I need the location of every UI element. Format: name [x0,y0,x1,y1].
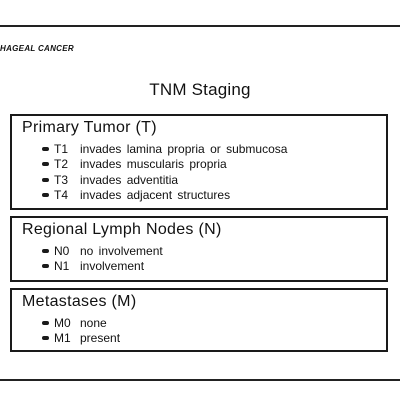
stage-code: T3 [54,172,69,187]
primary-tumor-list [42,141,287,203]
lymph-nodes-list [42,243,163,274]
bullet-icon [42,193,49,197]
list-item [42,259,163,275]
list-item [42,243,163,259]
stage-description: invades lamina propria or submucosa [80,141,288,156]
bullet-icon [42,162,49,166]
list-item [42,172,287,188]
bullet-icon [42,264,49,268]
stage-description: present [80,331,121,346]
stage-description: invades adventitia [80,172,179,187]
stage-code: T4 [54,188,69,203]
stage-description: no involvement [80,243,163,258]
metastases-heading: Metastases (M) [22,293,137,310]
stage-description: invades muscularis propria [80,157,227,172]
primary-tumor-box [10,114,388,210]
list-item [42,141,287,157]
stage-code: T1 [54,141,69,156]
lymph-nodes-heading: Regional Lymph Nodes (N) [22,221,222,238]
bullet-icon [42,321,49,325]
list-item [42,331,120,347]
stage-code: M1 [54,331,71,346]
list-item [42,315,120,331]
bullet-icon [42,249,49,253]
stage-code: T2 [54,157,69,172]
list-item [42,188,287,204]
stage-description: invades adjacent structures [80,188,231,203]
bottom-rule [0,379,400,381]
bullet-icon [42,178,49,182]
stage-description: none [80,315,107,330]
lymph-nodes-box [10,216,388,282]
metastases-list [42,315,120,346]
slide-title: TNM Staging [149,80,251,99]
bullet-icon [42,147,49,151]
stage-description: involvement [80,259,145,274]
metastases-box [10,288,388,352]
header-label: HAGEAL CANCER [0,44,74,53]
stage-code: M0 [54,315,71,330]
stage-code: N1 [54,259,70,274]
stage-code: N0 [54,243,70,258]
bullet-icon [42,336,49,340]
top-rule [0,25,400,27]
primary-tumor-heading: Primary Tumor (T) [22,119,157,136]
list-item [42,157,287,173]
